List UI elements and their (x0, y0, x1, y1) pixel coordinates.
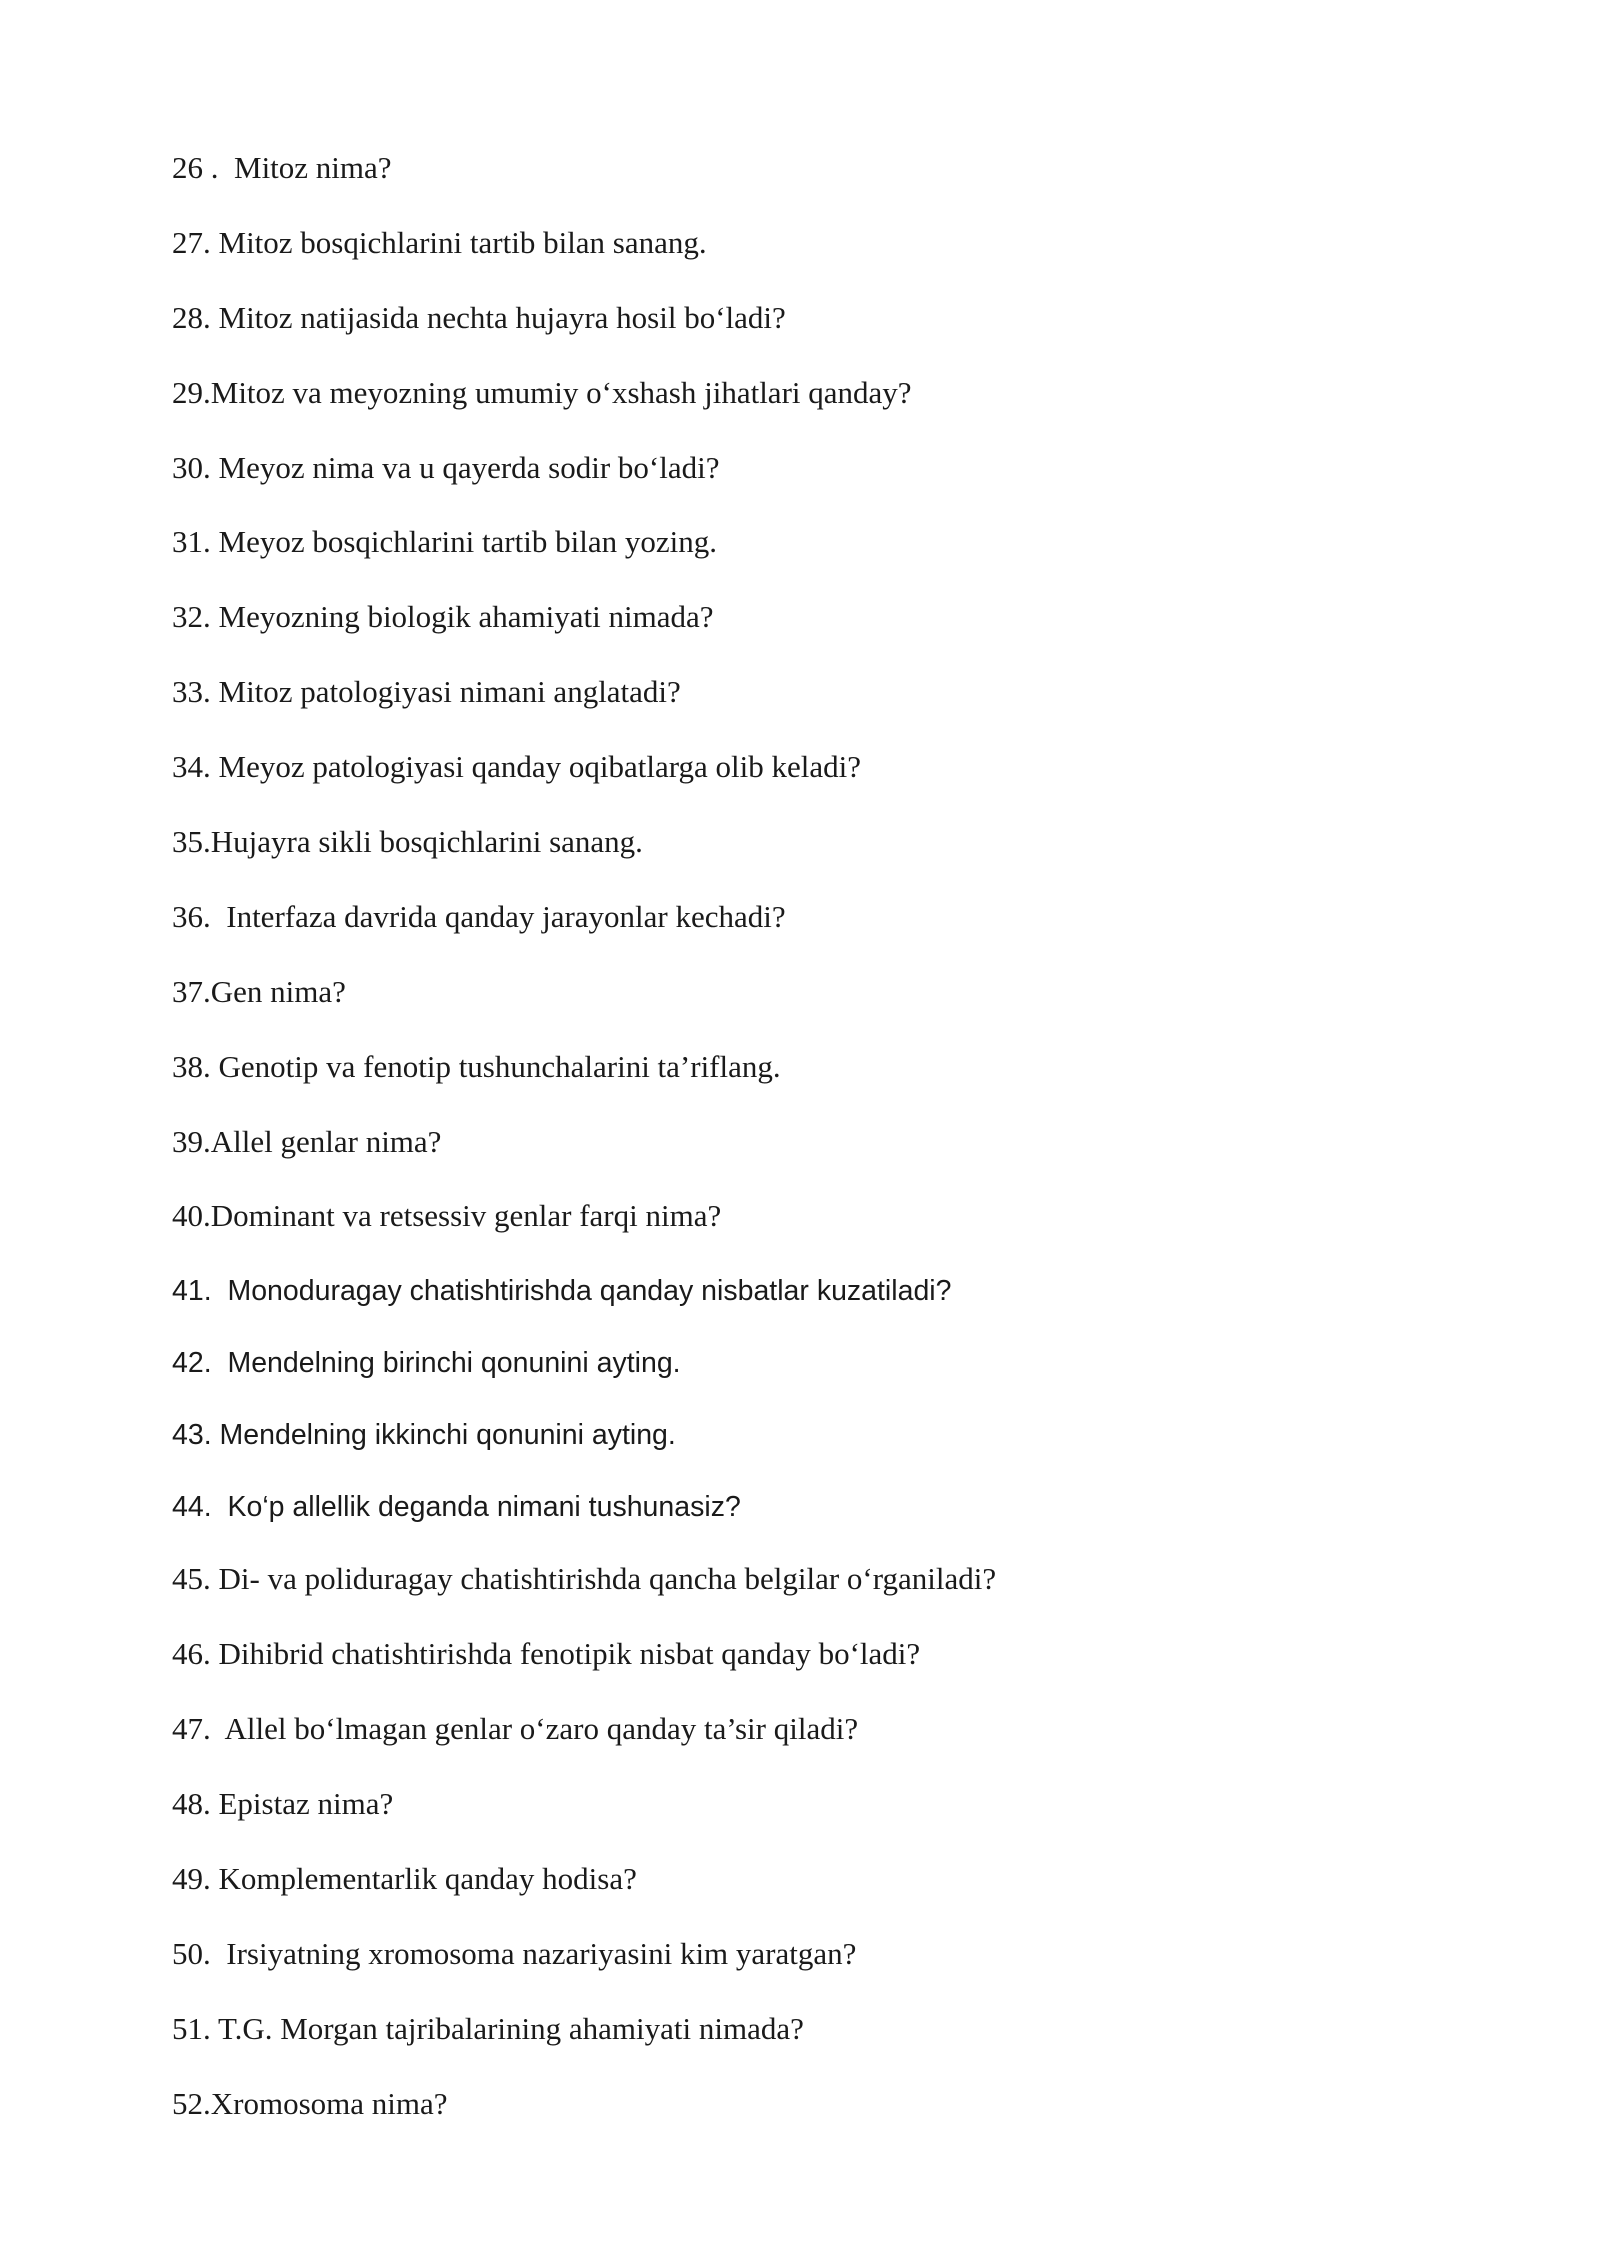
question-item: 42. Mendelning birinchi qonunini ayting. (172, 1347, 681, 1380)
question-item: 26 . Mitoz nima? (172, 150, 392, 185)
question-item: 44. Ko‘p allellik deganda nimani tushunasiz? (172, 1491, 741, 1524)
question-item: 29.Mitoz va meyozning umumiy o‘xshash jihatlari qanday? (172, 374, 912, 410)
question-item: 34. Meyoz patologiyasi qanday oqibatlarga olib keladi? (172, 749, 861, 785)
question-item: 38. Genotip va fenotip tushunchalarini ta’riflang. (172, 1048, 781, 1084)
question-item: 46. Dihibrid chatishtirishda fenotipik nisbat qanday bo‘ladi? (172, 1636, 921, 1672)
question-item: 27. Mitoz bosqichlarini tartib bilan sanang. (172, 224, 707, 260)
question-item: 49. Komplementarlik qanday hodisa? (172, 1860, 637, 1896)
question-item: 50. Irsiyatning xromosoma nazariyasini kim yaratgan? (172, 1935, 857, 1971)
question-item: 28. Mitoz natijasida nechta hujayra hosil bo‘ladi? (172, 299, 786, 335)
question-item: 48. Epistaz nima? (172, 1786, 394, 1822)
question-item: 40.Dominant va retsessiv genlar farqi nima? (172, 1198, 722, 1234)
question-item: 30. Meyoz nima va u qayerda sodir bo‘ladi? (172, 449, 720, 485)
question-item: 37.Gen nima? (172, 973, 346, 1009)
question-item: 47. Allel bo‘lmagan genlar o‘zaro qanday ta’sir qiladi? (172, 1711, 859, 1747)
question-item: 45. Di- va poliduragay chatishtirishda qancha belgilar o‘rganiladi? (172, 1561, 997, 1597)
question-item: 36. Interfaza davrida qanday jarayonlar kechadi? (172, 898, 786, 934)
question-item: 41. Monoduragay chatishtirishda qanday nisbatlar kuzatiladi? (172, 1275, 952, 1308)
question-item: 43. Mendelning ikkinchi qonunini ayting. (172, 1419, 676, 1452)
question-list (172, 141, 1472, 2151)
question-item: 32. Meyozning biologik ahamiyati nimada? (172, 599, 714, 635)
question-item: 39.Allel genlar nima? (172, 1123, 442, 1159)
question-item: 33. Mitoz patologiyasi nimani anglatadi? (172, 674, 681, 710)
question-item: 51. T.G. Morgan tajribalarining ahamiyati nimada? (172, 2010, 804, 2046)
question-item: 52.Xromosoma nima? (172, 2085, 448, 2121)
question-item: 31. Meyoz bosqichlarini tartib bilan yozing. (172, 524, 717, 560)
question-item: 35.Hujayra sikli bosqichlarini sanang. (172, 824, 643, 860)
